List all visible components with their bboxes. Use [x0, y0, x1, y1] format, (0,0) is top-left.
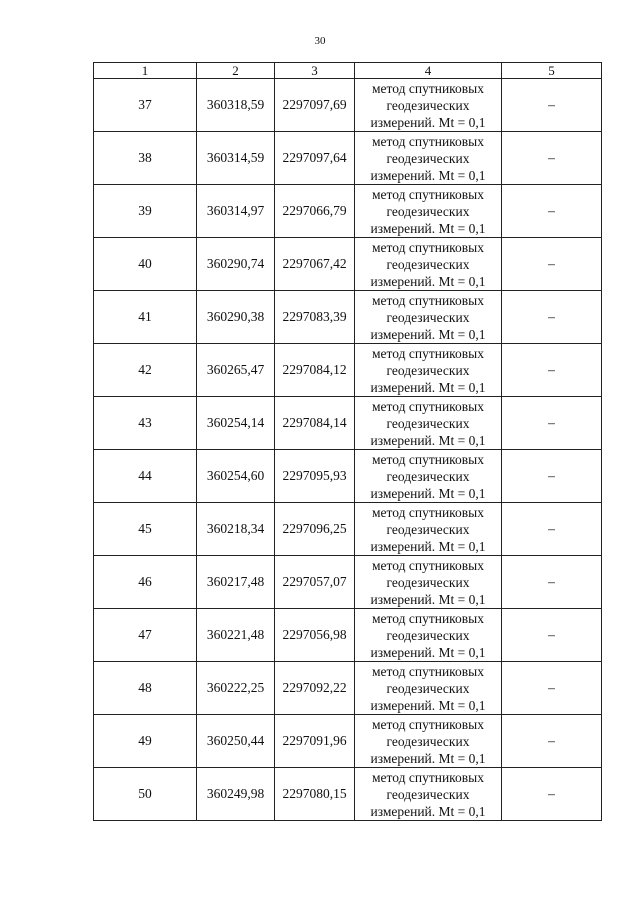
- method-line: измерений. Mt = 0,1: [370, 803, 486, 819]
- description-dash: –: [502, 768, 602, 821]
- method-line: геодезических: [386, 309, 470, 325]
- method-description: [355, 715, 502, 768]
- method-line: измерений. Mt = 0,1: [370, 273, 486, 289]
- point-number: 47: [94, 609, 197, 662]
- method-description: [355, 132, 502, 185]
- coordinate-y: 2297084,14: [275, 397, 355, 450]
- method-line: метод спутниковых: [372, 716, 484, 732]
- coordinate-x: 360314,59: [197, 132, 275, 185]
- method-description: [355, 291, 502, 344]
- description-dash: –: [502, 185, 602, 238]
- method-description: [355, 768, 502, 821]
- method-line: геодезических: [386, 415, 470, 431]
- method-line: метод спутниковых: [372, 663, 484, 679]
- point-number: 46: [94, 556, 197, 609]
- method-line: метод спутниковых: [372, 239, 484, 255]
- method-line: метод спутниковых: [372, 133, 484, 149]
- table-row: [94, 503, 602, 556]
- method-description: [355, 79, 502, 132]
- table-row: [94, 132, 602, 185]
- coordinate-x: 360217,48: [197, 556, 275, 609]
- table-row: [94, 662, 602, 715]
- table-row: [94, 609, 602, 662]
- description-dash: –: [502, 450, 602, 503]
- method-description: [355, 503, 502, 556]
- coordinate-y: 2297097,64: [275, 132, 355, 185]
- method-line: измерений. Mt = 0,1: [370, 167, 486, 183]
- coordinate-x: 360249,98: [197, 768, 275, 821]
- coordinate-x: 360254,14: [197, 397, 275, 450]
- table-row: [94, 238, 602, 291]
- coordinate-x: 360314,97: [197, 185, 275, 238]
- point-number: 49: [94, 715, 197, 768]
- method-line: метод спутниковых: [372, 504, 484, 520]
- method-line: измерений. Mt = 0,1: [370, 432, 486, 448]
- coordinates-table: [93, 62, 602, 821]
- coordinate-x: 360250,44: [197, 715, 275, 768]
- coordinate-x: 360254,60: [197, 450, 275, 503]
- point-number: 42: [94, 344, 197, 397]
- coordinate-y: 2297066,79: [275, 185, 355, 238]
- method-line: геодезических: [386, 786, 470, 802]
- point-number: 37: [94, 79, 197, 132]
- method-line: метод спутниковых: [372, 610, 484, 626]
- method-line: геодезических: [386, 680, 470, 696]
- method-line: измерений. Mt = 0,1: [370, 485, 486, 501]
- coordinate-y: 2297080,15: [275, 768, 355, 821]
- coordinate-y: 2297084,12: [275, 344, 355, 397]
- method-line: геодезических: [386, 203, 470, 219]
- coordinate-y: 2297057,07: [275, 556, 355, 609]
- description-dash: –: [502, 609, 602, 662]
- coordinate-y: 2297083,39: [275, 291, 355, 344]
- point-number: 50: [94, 768, 197, 821]
- method-line: метод спутниковых: [372, 186, 484, 202]
- method-line: геодезических: [386, 521, 470, 537]
- description-dash: –: [502, 397, 602, 450]
- coordinate-x: 360265,47: [197, 344, 275, 397]
- method-line: геодезических: [386, 97, 470, 113]
- coordinate-x: 360218,34: [197, 503, 275, 556]
- method-line: геодезических: [386, 627, 470, 643]
- coordinate-y: 2297056,98: [275, 609, 355, 662]
- method-line: метод спутниковых: [372, 557, 484, 573]
- description-dash: –: [502, 238, 602, 291]
- method-description: [355, 185, 502, 238]
- method-line: метод спутниковых: [372, 398, 484, 414]
- description-dash: –: [502, 662, 602, 715]
- description-dash: –: [502, 79, 602, 132]
- table-row: [94, 291, 602, 344]
- method-line: измерений. Mt = 0,1: [370, 591, 486, 607]
- method-description: [355, 662, 502, 715]
- table-row: [94, 768, 602, 821]
- method-line: измерений. Mt = 0,1: [370, 697, 486, 713]
- method-line: метод спутниковых: [372, 769, 484, 785]
- coordinate-y: 2297091,96: [275, 715, 355, 768]
- coordinate-y: 2297092,22: [275, 662, 355, 715]
- table-row: [94, 79, 602, 132]
- method-line: геодезических: [386, 150, 470, 166]
- coordinate-x: 360318,59: [197, 79, 275, 132]
- description-dash: –: [502, 132, 602, 185]
- method-line: измерений. Mt = 0,1: [370, 538, 486, 554]
- method-description: [355, 397, 502, 450]
- method-description: [355, 344, 502, 397]
- column-header: 4: [355, 63, 502, 79]
- column-header: 2: [197, 63, 275, 79]
- coordinate-x: 360290,74: [197, 238, 275, 291]
- method-line: метод спутниковых: [372, 292, 484, 308]
- method-line: геодезических: [386, 468, 470, 484]
- method-line: измерений. Mt = 0,1: [370, 326, 486, 342]
- method-line: измерений. Mt = 0,1: [370, 220, 486, 236]
- method-line: геодезических: [386, 733, 470, 749]
- method-line: метод спутниковых: [372, 80, 484, 96]
- column-header: 3: [275, 63, 355, 79]
- method-line: геодезических: [386, 362, 470, 378]
- point-number: 45: [94, 503, 197, 556]
- description-dash: –: [502, 715, 602, 768]
- coordinate-y: 2297095,93: [275, 450, 355, 503]
- method-description: [355, 450, 502, 503]
- description-dash: –: [502, 291, 602, 344]
- coordinate-x: 360221,48: [197, 609, 275, 662]
- method-line: измерений. Mt = 0,1: [370, 644, 486, 660]
- coordinate-x: 360290,38: [197, 291, 275, 344]
- description-dash: –: [502, 503, 602, 556]
- point-number: 39: [94, 185, 197, 238]
- column-header: 1: [94, 63, 197, 79]
- table-row: [94, 185, 602, 238]
- coordinate-y: 2297097,69: [275, 79, 355, 132]
- method-description: [355, 609, 502, 662]
- method-line: измерений. Mt = 0,1: [370, 114, 486, 130]
- table-row: [94, 397, 602, 450]
- table-row: [94, 344, 602, 397]
- method-line: метод спутниковых: [372, 451, 484, 467]
- method-line: измерений. Mt = 0,1: [370, 379, 486, 395]
- description-dash: –: [502, 344, 602, 397]
- method-line: геодезических: [386, 256, 470, 272]
- coordinate-y: 2297067,42: [275, 238, 355, 291]
- page-number: 30: [314, 35, 326, 47]
- point-number: 38: [94, 132, 197, 185]
- description-dash: –: [502, 556, 602, 609]
- point-number: 48: [94, 662, 197, 715]
- point-number: 41: [94, 291, 197, 344]
- method-description: [355, 556, 502, 609]
- column-header: 5: [502, 63, 602, 79]
- point-number: 43: [94, 397, 197, 450]
- table-header-row: [94, 63, 602, 79]
- coordinate-x: 360222,25: [197, 662, 275, 715]
- method-line: геодезических: [386, 574, 470, 590]
- coordinate-y: 2297096,25: [275, 503, 355, 556]
- point-number: 44: [94, 450, 197, 503]
- method-description: [355, 238, 502, 291]
- point-number: 40: [94, 238, 197, 291]
- method-line: метод спутниковых: [372, 345, 484, 361]
- table-row: [94, 715, 602, 768]
- table-row: [94, 556, 602, 609]
- method-line: измерений. Mt = 0,1: [370, 750, 486, 766]
- table-row: [94, 450, 602, 503]
